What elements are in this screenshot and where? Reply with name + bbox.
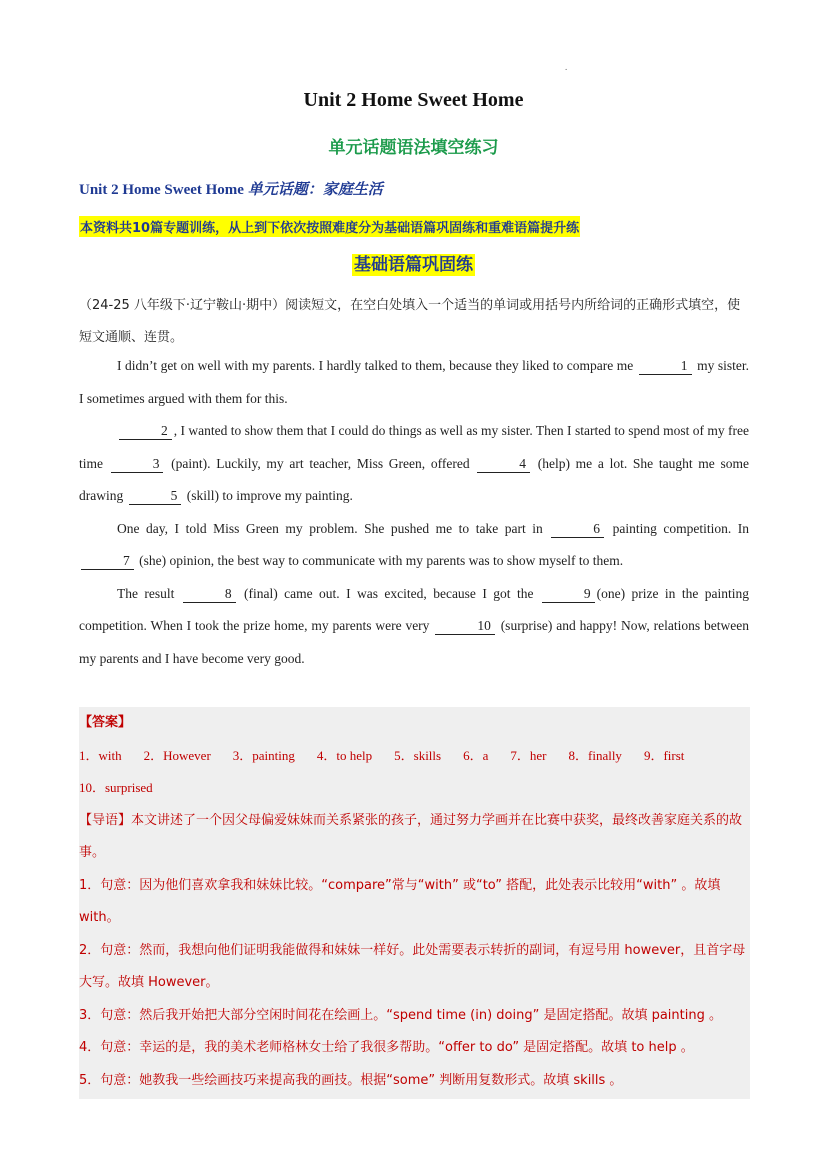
blank-4[interactable]: 4 bbox=[477, 456, 530, 473]
passage-text: (skill) to improve my painting. bbox=[183, 488, 353, 503]
passage-text: painting competition. In bbox=[606, 520, 749, 536]
page-mark: . bbox=[565, 62, 568, 72]
passage-text: my sister. I sometimes argued with them for this. bbox=[79, 358, 749, 406]
explanation-2: 2．句意：然而，我想向他们证明我能做得和妹妹一样好。此处需要表示转折的副词，有逗号用 however，且首字母大写。故填 However。 bbox=[79, 942, 746, 990]
answer-item: 8．finally bbox=[568, 747, 622, 763]
page-subtitle: 单元话题语法填空练习 bbox=[328, 138, 499, 158]
explanation-1: 1．句意：因为他们喜欢拿我和妹妹比较。“compare”常与“with” 或“to” 搭配，此处表示比较用“with” 。故填 with。 bbox=[79, 877, 721, 925]
unit-topic bbox=[79, 178, 383, 199]
passage-text: (she) opinion, the best way to communicate with my parents was to show myself to them. bbox=[135, 553, 624, 568]
passage-text: (final) came out. I was excited, because I got the bbox=[237, 585, 540, 601]
reading-passage bbox=[79, 350, 749, 675]
blank-7[interactable]: 7 bbox=[81, 553, 134, 570]
paragraph-2 bbox=[79, 415, 749, 513]
blank-1[interactable]: 1 bbox=[639, 358, 692, 375]
blank-5[interactable]: 5 bbox=[129, 488, 182, 505]
blank-3[interactable]: 3 bbox=[111, 456, 164, 473]
answer-item: 4．to help bbox=[316, 747, 373, 763]
blank-2[interactable]: 2 bbox=[119, 423, 172, 440]
answer-item: 3．painting bbox=[232, 747, 295, 763]
answer-item: 10．surprised bbox=[79, 780, 153, 795]
section-heading bbox=[0, 250, 827, 275]
answer-item: 9．first bbox=[643, 747, 685, 763]
paragraph-3 bbox=[79, 513, 749, 578]
passage-text: The result bbox=[117, 585, 181, 601]
answer-panel bbox=[79, 707, 747, 1097]
blank-9[interactable]: 9 bbox=[542, 586, 595, 603]
page-title: Unit 2 Home Sweet Home bbox=[303, 89, 524, 111]
passage-text: , I wanted to show them that I could do things as well as my sister. Then I started to spend most of my free time bbox=[79, 423, 749, 471]
topic-english: Unit 2 Home Sweet Home bbox=[79, 182, 248, 198]
paragraph-4 bbox=[79, 578, 749, 676]
explanation-5: 5．句意：她教我一些绘画技巧来提高我的画技。根据“some” 判断用复数形式。故填 skills 。 bbox=[79, 1072, 623, 1088]
passage-text: One day, I told Miss Green my problem. She pushed me to take part in bbox=[117, 520, 550, 536]
answer-heading: 【答案】 bbox=[79, 715, 132, 730]
passage-text: (surprise) and happy! Now, relations between my parents and I have become very good. bbox=[79, 618, 750, 666]
passage-text: (one) prize in the painting competition. When I took the prize home, my parents were very bbox=[79, 585, 749, 633]
topic-chinese: 单元话题：家庭生活 bbox=[247, 180, 383, 198]
guide-text: 【导语】本文讲述了一个因父母偏爱妹妹而关系紧张的孩子，通过努力学画并在比赛中获奖，最终改善家庭关系的故事。 bbox=[79, 812, 743, 860]
explanation-3: 3．句意：然后我开始把大部分空闲时间花在绘画上。“spend time (in) doing” 是固定搭配。故填 painting 。 bbox=[79, 1007, 722, 1023]
answer-item: 1．with bbox=[79, 747, 122, 763]
section-label: 基础语篇巩固练 bbox=[354, 255, 473, 275]
blank-8[interactable]: 8 bbox=[183, 586, 236, 603]
answer-item: 6．a bbox=[463, 747, 489, 763]
blank-6[interactable]: 6 bbox=[551, 521, 604, 538]
explanation-4: 4．句意：幸运的是，我的美术老师格林女士给了我很多帮助。“offer to do” 是固定搭配。故填 to help 。 bbox=[79, 1040, 694, 1055]
answer-item: 5．skills bbox=[394, 747, 442, 763]
blank-10[interactable]: 10 bbox=[435, 618, 495, 635]
answer-item: 2．However bbox=[143, 747, 211, 763]
passage-text: I didn’t get on well with my parents. I hardly talked to them, because they liked to compare me bbox=[117, 358, 637, 373]
answer-list bbox=[79, 740, 747, 805]
resource-banner: 本资料共10篇专题训练，从上到下依次按照难度分为基础语篇巩固练和重难语篇提升练 bbox=[79, 216, 580, 237]
passage-text: (paint). Luckily, my art teacher, Miss Green, offered bbox=[165, 455, 476, 471]
passage-text: (help) me a lot. She taught me some drawing bbox=[79, 455, 749, 503]
exercise-instruction: （24-25 八年级下·辽宁鞍山·期中）阅读短文，在空白处填入一个适当的单词或用括号内所给词的正确形式填空，使短文通顺、连贯。 bbox=[79, 298, 741, 345]
answer-item: 7．her bbox=[510, 747, 547, 763]
paragraph-1 bbox=[79, 350, 749, 415]
